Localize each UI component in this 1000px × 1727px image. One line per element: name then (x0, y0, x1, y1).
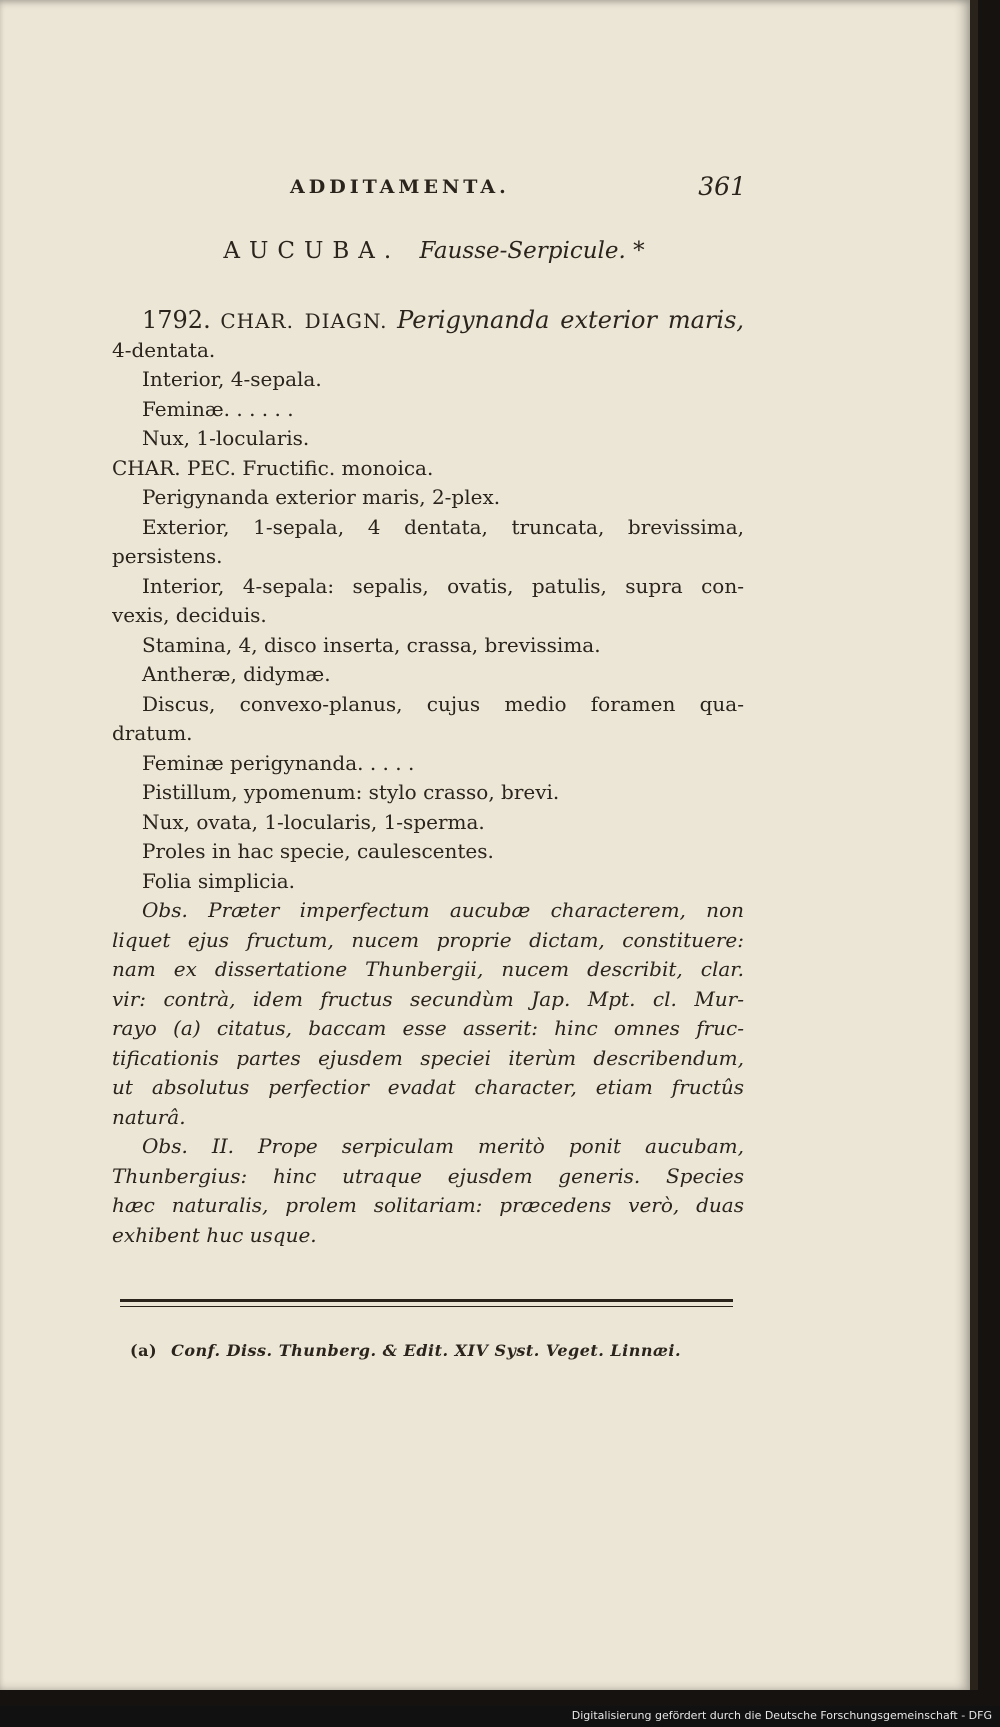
text-line (112, 306, 744, 336)
entry-number: 1792. (142, 306, 211, 334)
text-line: exhibent huc usque. (112, 1222, 317, 1247)
text-line: Pistillum, ypomenum: stylo crasso, brevi. (142, 780, 560, 804)
text-line: Interior, 4-sepala: sepalis, ovatis, patulis, supra con- (142, 573, 744, 598)
text-line: Obs. II. Prope serpiculam meritò ponit aucubam, (142, 1134, 744, 1158)
text-line: rayo (a) citatus, baccam esse asserit: hinc omnes fruc- (112, 1016, 744, 1040)
text-line: Stamina, 4, disco inserta, crassa, brevissima. (142, 632, 601, 657)
entry-text: Perigynanda exterior maris, (397, 306, 744, 334)
text-line: naturâ. (112, 1104, 186, 1129)
text-line: hæc naturalis, prolem solitariam: præcedens verò, duas (112, 1193, 744, 1217)
genus-name: AUCUBA. (223, 238, 401, 264)
footnote-marker: (a) (130, 1341, 158, 1360)
text-line: Discus, convexo-planus, cujus medio foramen qua- (142, 691, 744, 716)
genus-heading (0, 238, 868, 264)
entry-label: CHAR. DIAGN. (220, 309, 388, 333)
text-line: Nux, ovata, 1-locularis, 1-sperma. (142, 809, 485, 834)
text-line: Obs. Præter imperfectum aucubæ characterem, non (142, 898, 744, 922)
text-line: tificationis partes ejusdem speciei iterùm describendum, (112, 1045, 744, 1070)
text-line: Proles in hac specie, caulescentes. (142, 839, 494, 863)
text-line: ut absolutus perfectior evadat character, etiam fructûs (112, 1075, 744, 1099)
page-number: 361 (698, 172, 746, 201)
page-header (290, 172, 746, 206)
text-line: persistens. (112, 544, 223, 568)
text-line: vir: contrà, idem fructus secundùm Jap. Mpt. cl. Mur- (112, 986, 744, 1011)
text-line: Perigynanda exterior maris, 2-plex. (142, 485, 501, 509)
description-text (112, 306, 744, 1250)
credit-bar (0, 1706, 1000, 1727)
section-rule (120, 1299, 733, 1307)
text-line: dratum. (112, 721, 193, 745)
text-line: Feminæ. . . . . . (142, 396, 294, 421)
text-line: Exterior, 1-sepala, 4 dentata, truncata, brevissima, (142, 514, 744, 539)
text-line: CHAR. PEC. Fructific. monoica. (112, 455, 434, 480)
text-line: Folia simplicia. (142, 868, 295, 893)
text-line: nam ex dissertatione Thunbergii, nucem describit, clar. (112, 957, 744, 981)
text-line: Antheræ, didymæ. (142, 662, 331, 686)
text-line: 4-dentata. (112, 337, 216, 362)
text-line: Nux, 1-locularis. (142, 426, 310, 450)
text-line: liquet ejus fructum, nucem proprie dictam, constituere: (112, 927, 744, 952)
text-line: Thunbergius: hinc utraque ejusdem generis. Species (112, 1163, 744, 1188)
text-line: Interior, 4-sepala. (142, 367, 322, 391)
footnote (130, 1341, 681, 1360)
digitization-credit: Digitalisierung gefördert durch die Deutsche Forschungsgemeinschaft - DFG (571, 1709, 992, 1722)
text-line: Feminæ perigynanda. . . . . (142, 750, 415, 775)
genus-french-name: Fausse-Serpicule. * (419, 238, 645, 264)
footnote-text: Conf. Diss. Thunberg. & Edit. XIV Syst. Veget. Linnæi. (171, 1341, 682, 1360)
text-line: vexis, deciduis. (112, 603, 267, 627)
running-head: ADDITAMENTA. (290, 176, 510, 198)
